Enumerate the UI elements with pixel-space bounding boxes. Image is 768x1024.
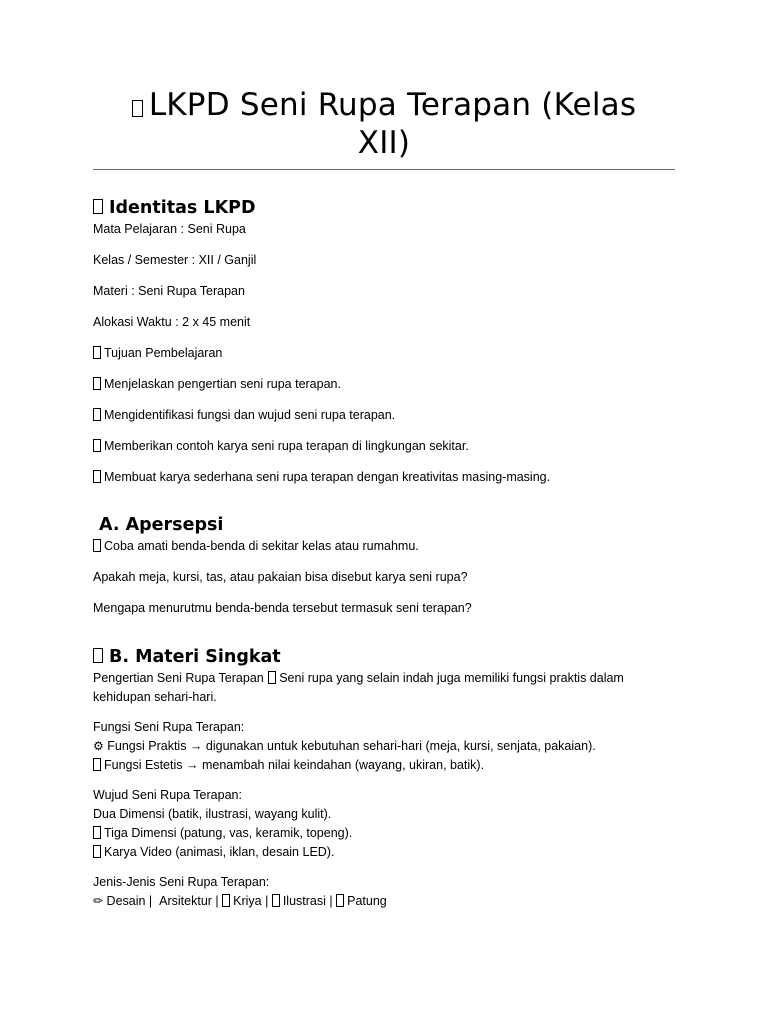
jenis-ilustrasi: Ilustrasi | [282,894,333,908]
apersepsi-heading: A. Apersepsi [99,515,224,535]
title-divider [93,169,675,170]
cube-icon [93,826,101,839]
fungsi-estetis: Fungsi Estetis → menambah nilai keindahan (wayang, ukiran, batik). [104,758,485,772]
jenis-block [93,873,675,911]
book-icon [93,648,103,663]
target-icon [93,346,101,359]
fungsi-praktis: Fungsi Praktis → digunakan untuk kebutuhan sehari-hari (meja, kursi, senjata, pakaian). [107,739,596,753]
tujuan-item-text: Mengidentifikasi fungsi dan wujud seni rupa terapan. [104,408,396,422]
kelas-semester: Kelas / Semester : XII / Ganjil [93,253,257,267]
pengertian-label: Pengertian Seni Rupa Terapan [93,671,264,685]
jenis-heading: Jenis-Jenis Seni Rupa Terapan: [93,875,270,889]
apersepsi-line: Mengapa menurutmu benda-benda tersebut termasuk seni terapan? [93,601,472,615]
number-one-icon [93,377,101,390]
wujud-heading: Wujud Seni Rupa Terapan: [93,788,242,802]
pengertian-text: Seni rupa yang selain indah juga memiliki fungsi praktis dalam [279,671,624,685]
number-two-icon [93,408,101,421]
tujuan-item [93,437,675,456]
number-three-icon [93,439,101,452]
tujuan-item-text: Memberikan contoh karya seni rupa terapan di lingkungan sekitar. [104,439,469,453]
jenis-desain: Desain | [106,894,153,908]
tujuan-item [93,375,675,394]
tujuan-item-text: Menjelaskan pengertian seni rupa terapan. [104,377,341,391]
tujuan-item [93,468,675,487]
brush-icon [272,894,280,907]
palette-icon [93,758,101,771]
craft-icon [222,894,230,907]
id-card-icon [93,199,103,214]
identitas-heading-text: Identitas LKPD [109,198,256,218]
wujud-block [93,786,675,862]
tujuan-item-text: Membuat karya sederhana seni rupa terapan dengan kreativitas masing-masing. [104,470,551,484]
tujuan-item [93,406,675,425]
wujud-tiga-dimensi: Tiga Dimensi (patung, vas, keramik, topeng). [104,826,353,840]
pengertian-text-cont: kehidupan sehari-hari. [93,690,217,704]
pengertian-paragraph [93,669,675,707]
number-four-icon [93,470,101,483]
eyes-icon [93,539,101,552]
statue-icon [336,894,344,907]
apersepsi-line: Apakah meja, kursi, tas, atau pakaian bisa disebut karya seni rupa? [93,570,468,584]
wujud-dua-dimensi: Dua Dimensi (batik, ilustrasi, wayang kulit). [93,807,332,821]
jenis-kriya: Kriya | [233,894,269,908]
identitas-heading [93,197,675,219]
fungsi-heading: Fungsi Seni Rupa Terapan: [93,720,245,734]
materi-heading [93,646,675,668]
tujuan-heading [93,344,675,363]
arrow-right-icon [268,671,276,684]
jenis-arsitektur: Arsitektur | [159,894,219,908]
wujud-video: Karya Video (animasi, iklan, desain LED). [104,845,335,859]
gear-icon: ⚙ [93,739,104,753]
title-line-2: XII) [357,125,411,161]
tujuan-heading-text: Tujuan Pembelajaran [104,346,223,360]
mata-pelajaran: Mata Pelajaran : Seni Rupa [93,222,246,236]
materi-heading-text: B. Materi Singkat [109,647,281,667]
apersepsi-line-text: Coba amati benda-benda di sekitar kelas atau rumahmu. [104,539,419,553]
jenis-patung: Patung [347,894,387,908]
apersepsi-line [93,537,675,556]
title-line-1: LKPD Seni Rupa Terapan (Kelas [148,87,637,123]
document-title [93,0,675,162]
materi-line: Materi : Seni Rupa Terapan [93,284,245,298]
video-icon [93,845,101,858]
clipboard-icon [132,100,143,117]
fungsi-block [93,718,675,775]
pencil-icon: ✏ [93,894,104,908]
document-page [93,0,675,911]
alokasi-waktu: Alokasi Waktu : 2 x 45 menit [93,315,251,329]
